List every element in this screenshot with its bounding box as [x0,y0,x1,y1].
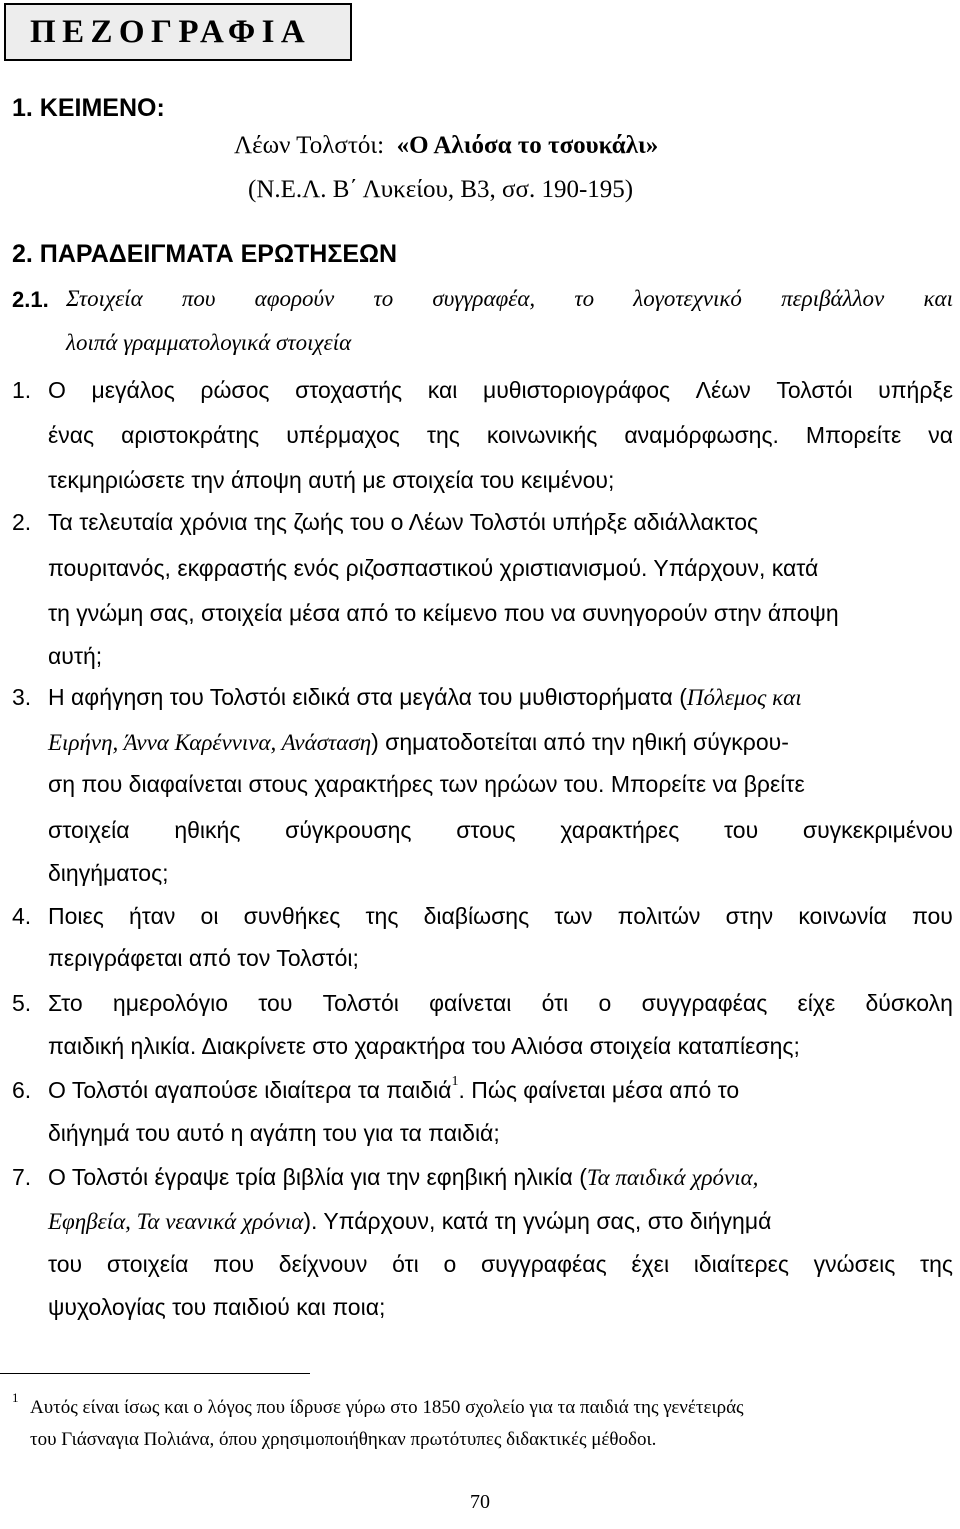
question-3-line-5: διηγήματος; [48,860,169,886]
question-1-line-3: τεκμηριώσετε την άποψη αυτή με στοιχεία του κειμένου; [48,467,615,493]
word: Τολστόι [776,377,853,403]
word: που [181,286,216,311]
word: Λέων [695,377,751,403]
question-3-line-2 [48,729,789,756]
word: Ο [48,377,66,403]
word: να [928,422,953,448]
word: στην [725,903,774,929]
question-7-line-4: ψυχολογίας του παιδιού και ποια; [48,1294,386,1320]
word: που [911,903,953,929]
question-5-line-2: παιδική ηλικία. Διακρίνετε στο χαρακτήρα του Αλιόσα στοιχεία καταπίεσης; [48,1033,800,1059]
question-3-text-2: ) σηματοδοτείται από την ηθική σύγκρου- [371,729,789,755]
word: της [426,422,460,448]
word: έχει [631,1251,670,1277]
word: φαίνεται [429,990,512,1016]
word: του [724,817,759,843]
word: στοιχεία [106,1251,189,1277]
word: χαρακτήρες [560,817,680,843]
word: λογοτεχνικό [633,286,742,311]
word: σύγκρουσης [285,817,412,843]
word: υπέρμαχος [286,422,400,448]
word: στοιχεία [48,817,130,843]
question-7-line-3 [48,1251,953,1278]
text-reference-line [234,132,658,160]
word: Μπορείτε [805,422,902,448]
word: συγκεκριμένου [802,817,953,843]
question-6-text-1b: . Πώς φαίνεται μέσα από το [458,1077,740,1103]
word: της [365,903,399,929]
word: συγγραφέα, [432,286,536,311]
word: που [213,1251,255,1277]
subsection-title-line-2: λοιπά γραμματολογικά στοιχεία [66,330,352,355]
word: μυθιστοριογράφος [482,377,671,403]
question-3-line-4 [48,817,953,844]
question-2-line-2: πουριτανός, εκφραστής ενός ριζοσπαστικού χριστιανισμού. Υπάρχουν, κατά [48,555,819,581]
question-number-3: 3. [12,684,32,710]
word: ένας [48,422,95,448]
question-number-4: 4. [12,903,32,929]
question-2-line-3: τη γνώμη σας, στοιχεία μέσα από το κείμενο που να συνηγορούν στην άποψη [48,600,839,626]
word: κοινωνικής [486,422,598,448]
text-source: (Ν.Ε.Λ. Β΄ Λυκείου, Β3, σσ. 190-195) [248,176,634,203]
word: συνθήκες [243,903,341,929]
question-3-italic-1: Πόλεμος και [686,685,802,710]
word: Τολστόι [322,990,399,1016]
question-6-text-1: Ο Τολστόι αγαπούσε ιδιαίτερα τα παιδιά [48,1077,452,1103]
word: στους [456,817,516,843]
word: ο [443,1251,457,1277]
question-4-line-2: περιγράφεται από τον Τολστόι; [48,945,359,971]
word: ότι [541,990,569,1016]
word: υπήρξε [878,377,953,403]
question-number-2: 2. [12,509,32,535]
question-2-line-4: αυτή; [48,643,103,669]
examples-heading: 2. ΠΑΡΑΔΕΙΓΜΑΤΑ ΕΡΩΤΗΣΕΩΝ [12,240,398,268]
question-7-text-1: Ο Τολστόι έγραψε τρία βιβλία για την εφηβική ηλικία ( [48,1164,587,1190]
question-3-text-1: Η αφήγηση του Τολστόι ειδικά στα μεγάλα του μυθιστορήματα ( [48,684,687,710]
word: ηθικής [174,817,241,843]
question-1-line-1 [48,377,953,404]
word: στοχαστής [295,377,403,403]
word: Στο [48,990,83,1016]
word: δύσκολη [865,990,953,1016]
word: περιβάλλον [781,286,885,311]
question-7-line-1 [48,1164,758,1191]
question-7-italic-1: Τα παιδικά χρόνια, [586,1165,759,1190]
section-title-box [4,3,352,61]
word: ήταν [129,903,176,929]
question-7-italic-2: Εφηβεία, Τα νεανικά χρόνια [48,1209,304,1234]
footnote-line-2: του Γιάσναγια Πολιάνα, όπου χρησιμοποιήθηκαν πρωτότυπες διδακτικές μέθοδοι. [30,1429,657,1450]
word: δείχνουν [278,1251,368,1277]
question-7-text-2: ). Υπάρχουν, κατά τη γνώμη σας, στο διήγημά [303,1208,772,1234]
word: και [923,286,953,311]
question-6-line-2: διήγημά του αυτό η αγάπη του για τα παιδιά; [48,1120,500,1146]
word: γνώσεις [813,1251,896,1277]
word: μεγάλος [91,377,175,403]
word: το [574,286,595,311]
word: οι [200,903,219,929]
word: και [427,377,458,403]
word: των [554,903,593,929]
word: ημερολόγιο [112,990,229,1016]
footnote-line-1: Αυτός είναι ίσως και ο λόγος που ίδρυσε γύρω στο 1850 σχολείο για τα παιδιά της γενέτειράς [30,1397,744,1418]
question-3-line-3: ση που διαφαίνεται στους χαρακτήρες των ηρώων του. Μπορείτε να βρείτε [48,771,805,797]
question-2-line-1: Τα τελευταία χρόνια της ζωής του ο Λέων Τολστόι υπήρξε αδιάλλακτος [48,509,759,535]
word: συγγραφέας [480,1251,607,1277]
word: αριστοκράτης [121,422,260,448]
word: συγγραφέας [641,990,768,1016]
question-number-1: 1. [12,377,32,403]
page-number: 70 [470,1491,490,1513]
word: το [373,286,394,311]
word: ιδιαίτερες [693,1251,789,1277]
question-1-line-2 [48,422,953,449]
subsection-number: 2.1. [12,287,49,312]
text-work-title: «Ο Αλιόσα το τσουκάλι» [396,132,659,159]
word: ότι [392,1251,419,1277]
section-title: ΠΕΖΟΓΡΑΦΙΑ [30,14,312,50]
text-author: Λέων Τολστόι: [234,132,385,159]
footnote-divider [0,1373,310,1374]
word: αφορούν [254,286,335,311]
word: κοινωνία [798,903,887,929]
footnote-reference[interactable]: 1 [451,1074,459,1089]
question-3-italic-2: Ειρήνη, Άννα Καρέννινα, Ανάσταση [48,730,372,755]
word: αναμόρφωσης. [624,422,779,448]
word: ρώσος [200,377,270,403]
question-number-6: 6. [12,1077,32,1103]
word: είχε [797,990,836,1016]
question-number-5: 5. [12,990,32,1016]
text-heading: 1. ΚΕΙΜΕΝΟ: [12,94,165,122]
word: πολιτών [617,903,701,929]
question-4-line-1 [48,903,953,930]
question-5-line-1 [48,990,953,1017]
word: του [258,990,293,1016]
word: της [919,1251,953,1277]
subsection-title-line-1 [66,286,953,312]
word: ο [598,990,612,1016]
word: Στοιχεία [66,286,143,311]
word: Ποιες [48,903,104,929]
word: διαβίωσης [423,903,530,929]
question-6-line-1 [48,1074,740,1104]
question-7-line-2 [48,1208,771,1235]
question-number-7: 7. [12,1164,32,1190]
footnote-marker: 1 [12,1390,19,1405]
word: του [48,1251,83,1277]
question-3-line-1 [48,684,802,711]
